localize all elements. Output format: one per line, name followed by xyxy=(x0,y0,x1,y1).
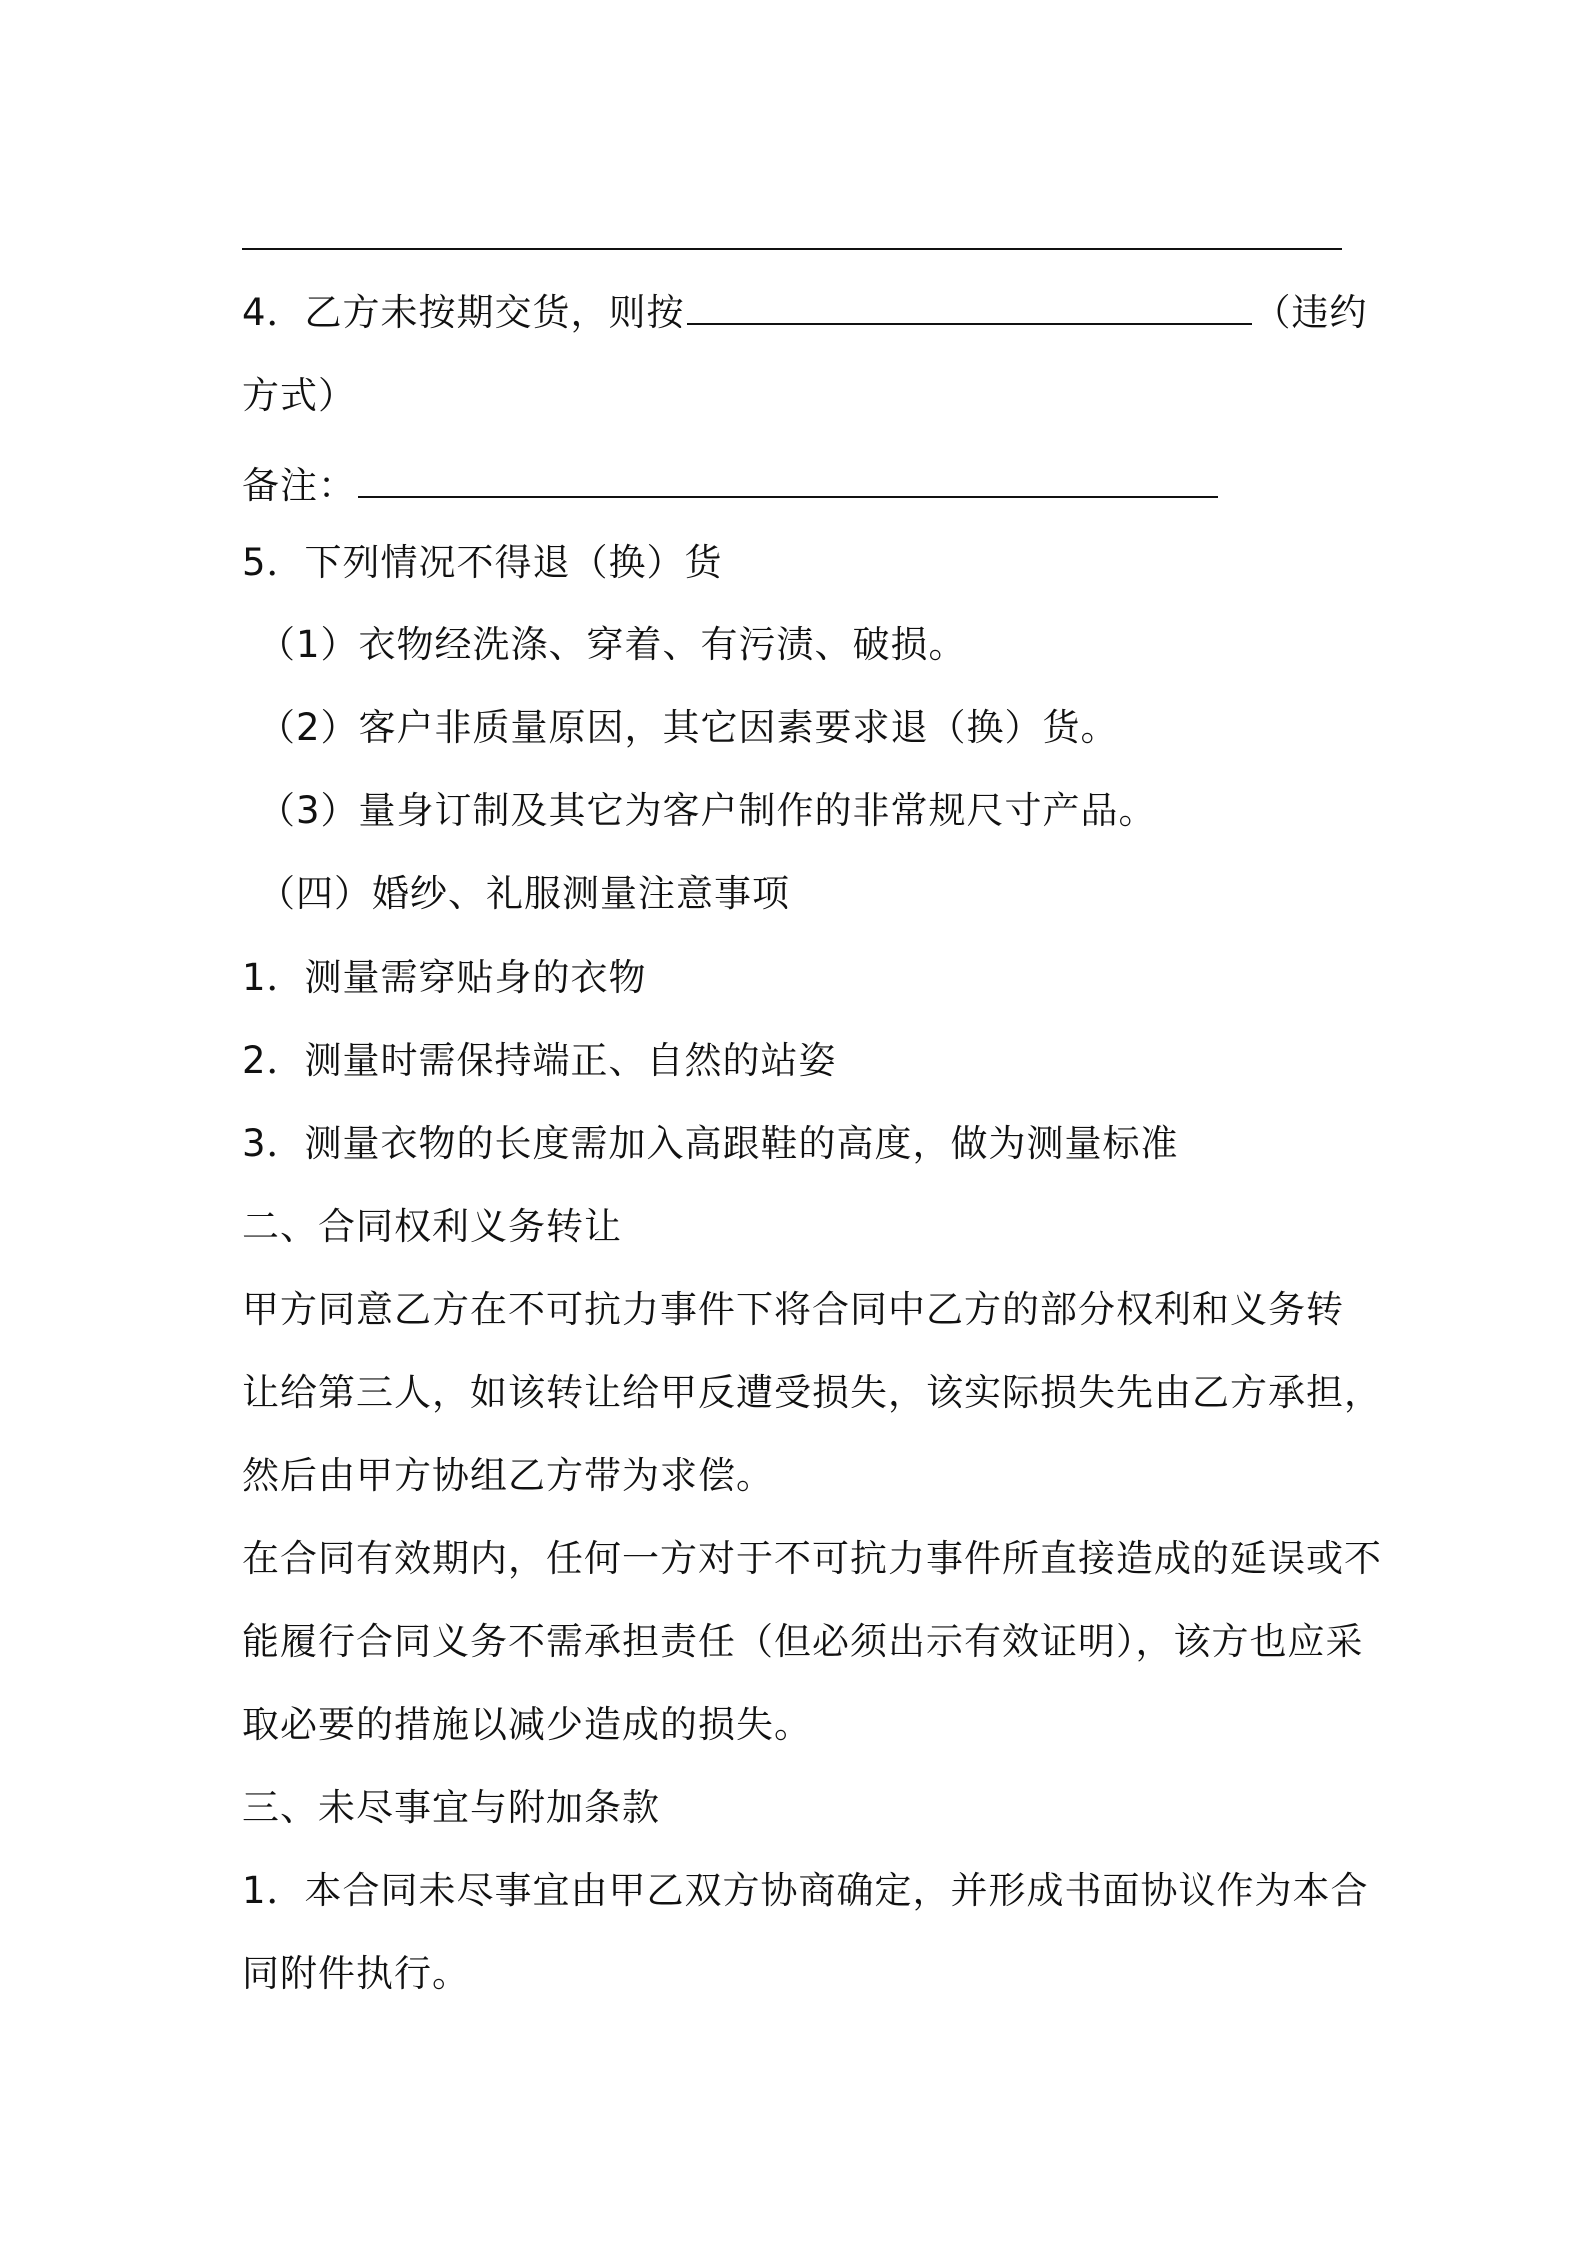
clause-4-suffix: （违约 xyxy=(1253,291,1368,334)
section-heading-2: 二、合同权利义务转让 xyxy=(242,1205,622,1248)
paragraph-2-line-2: 能履行合同义务不需承担责任（但必须出示有效证明），该方也应采 xyxy=(242,1620,1364,1663)
clause-5-item-1: （1）衣物经洗涤、穿着、有污渍、破损。 xyxy=(258,623,967,666)
paragraph-2-line-1: 在合同有效期内，任何一方对于不可抗力事件所直接造成的延误或不 xyxy=(242,1537,1382,1580)
term-1-line-1: 1．本合同未尽事宜由甲乙双方协商确定，并形成书面协议作为本合 xyxy=(242,1869,1369,1912)
paragraph-1-line-1: 甲方同意乙方在不可抗力事件下将合同中乙方的部分权利和义务转 xyxy=(242,1288,1344,1331)
note-label: 备注： xyxy=(242,464,356,507)
measure-item-1: 1．测量需穿贴身的衣物 xyxy=(242,956,647,999)
clause-4-continuation: 方式） xyxy=(242,374,356,417)
section-4-heading: （四）婚纱、礼服测量注意事项 xyxy=(258,872,790,915)
fill-in-blank-line xyxy=(242,248,1342,250)
paragraph-1-line-3: 然后由甲方协组乙方带为求偿。 xyxy=(242,1454,774,1497)
term-1-line-2: 同附件执行。 xyxy=(242,1952,470,1995)
clause-5-heading: 5．下列情况不得退（换）货 xyxy=(242,541,723,584)
penalty-blank xyxy=(687,293,1252,325)
note-line xyxy=(242,463,1220,509)
measure-item-3: 3．测量衣物的长度需加入高跟鞋的高度，做为测量标准 xyxy=(242,1122,1179,1165)
paragraph-2-line-3: 取必要的措施以减少造成的损失。 xyxy=(242,1703,812,1746)
section-heading-3: 三、未尽事宜与附加条款 xyxy=(242,1786,660,1829)
paragraph-1-line-2: 让给第三人，如该转让给甲反遭受损失，该实际损失先由乙方承担， xyxy=(242,1371,1382,1414)
clause-5-item-2: （2）客户非质量原因，其它因素要求退（换）货。 xyxy=(258,706,1119,749)
clause-4-line xyxy=(242,290,1368,336)
note-blank xyxy=(358,466,1218,498)
clause-4-text: 4．乙方未按期交货，则按 xyxy=(242,291,685,334)
clause-5-item-3: （3）量身订制及其它为客户制作的非常规尺寸产品。 xyxy=(258,789,1157,832)
measure-item-2: 2．测量时需保持端正、自然的站姿 xyxy=(242,1039,837,1082)
